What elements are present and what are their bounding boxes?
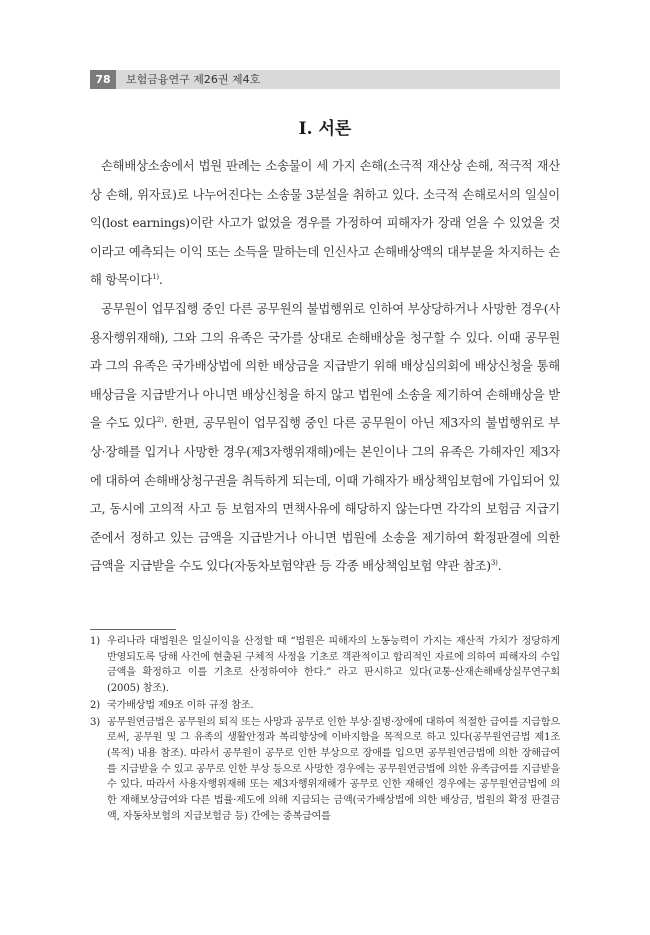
journal-title: 보험금융연구 제26권 제4호 <box>126 73 261 86</box>
footnotes <box>90 634 560 825</box>
section-title: I. 서론 <box>298 119 352 139</box>
footnote-text: 우리나라 대법원은 일실이익을 산정할 때 “법원은 피해자의 노동능력이 가지는 재산적 가치가 정당하게 반영되도록 당해 사건에 현출된 구체적 사정을 기초로 객관적이고 합리적인 자료에 의하여 피해자의 수입금액을 확정하고 이를 기초로 산정하여야 한다.” 라고 판시하고 있다(교통·산재손해배상실무연구회(2005) 참조). <box>107 636 560 695</box>
footnote-1 <box>90 634 560 697</box>
footnote-number: 2) <box>90 699 101 711</box>
running-header <box>90 70 560 89</box>
footnote-number: 3) <box>90 716 101 728</box>
paragraph-1-tail: . <box>158 273 163 288</box>
footnote-ref-2[interactable]: 2) <box>156 416 164 425</box>
footnote-2 <box>90 698 560 714</box>
footnote-text: 국가배상법 제9조 이하 규정 참조. <box>107 699 254 711</box>
paragraph-1-text: 손해배상소송에서 법원 판례는 소송물이 세 가지 손해(소극적 재산상 손해, 적극적 재산상 손해, 위자료)로 나누어진다는 소송물 3분설을 취하고 있다. 소극적 손해로서의 일실이익(lost earnings)이란 사고가 없었을 경우를 가정하여 피해자가 장래 얻을 수 있었을 것이라고 예측되는 이익 또는 소득을 말하는데 인신사고 손해배상액의 대부분을 차지하는 손해 항목이다 <box>90 159 560 288</box>
footnote-ref-1[interactable]: 1) <box>152 273 159 282</box>
paragraph-2 <box>90 295 560 581</box>
footnote-ref-3[interactable]: 3) <box>490 559 498 568</box>
paragraph-2-text-a: 공무원이 업무집행 중인 다른 공무원의 불법행위로 인하여 부상당하거나 사망한 경우(사용자행위재해), 그와 그의 유족은 국가를 상대로 손해배상을 청구할 수 있다. 이때 공무원과 그의 유족은 국가배상법에 의한 배상금을 지급받기 위해 배상심의회에 배상신청을 통해 배상금을 지급받거나 아니면 배상신청을 하지 않고 법원에 소송을 제기하여 손해배상을 받을 수도 있다 <box>90 301 560 431</box>
footnote-divider <box>90 629 176 630</box>
paragraph-2-text-b: . 한편, 공무원이 업무집행 중인 다른 공무원이 아닌 제3자의 불법행위로 부상·장해를 입거나 사망한 경우(제3자행위재해)에는 본인이나 그의 유족은 가해자인 제3자에 대하여 손해배상청구권을 취득하게 되는데, 이때 가해자가 배상책임보험에 가입되어 있고, 동시에 고의적 사고 등 보험자의 면책사유에 해당하지 않는다면 각각의 보험금 지급기준에서 정하고 있는 금액을 지급받거나 아니면 법원에 소송을 제기하여 확정판결에 의한 금액을 지급받을 수도 있다(자동차보험약관 등 각종 배상책임보험 약관 참조) <box>90 416 560 574</box>
footnote-number: 1) <box>90 636 101 647</box>
body-text <box>90 152 560 581</box>
page-number: 78 <box>90 70 116 89</box>
footnote-3 <box>90 715 560 825</box>
paragraph-2-tail: . <box>497 559 502 574</box>
paragraph-1 <box>90 152 560 295</box>
footnote-text: 공무원연금법은 공무원의 퇴직 또는 사망과 공무로 인한 부상·질병·장애에 대하여 적절한 급여를 지급함으로써, 공무원 및 그 유족의 생활안정과 복리향상에 이바지함을 목적으로 하고 있다(공무원연금법 제1조(목적) 내용 참조). 따라서 공무원이 공무로 인한 부상으로 장애를 입으면 공무원연금법에 의한 장해급여를 지급받을 수 있고 공무로 인한 부상 등으로 사망한 경우에는 공무원연금법에 의한 유족급여를 지급받을 수 있다. 따라서 사용자행위재해 또는 제3자행위재해가 공무로 인한 재해인 경우에는 공무원연금법에 의한 재해보상급여와 다른 법률·제도에 의해 지급되는 금액(국가배상법에 의한 배상금, 법원의 확정 판결금액, 자동차보험의 지급보험금 등) 간에는 중복급여를 <box>107 716 560 822</box>
